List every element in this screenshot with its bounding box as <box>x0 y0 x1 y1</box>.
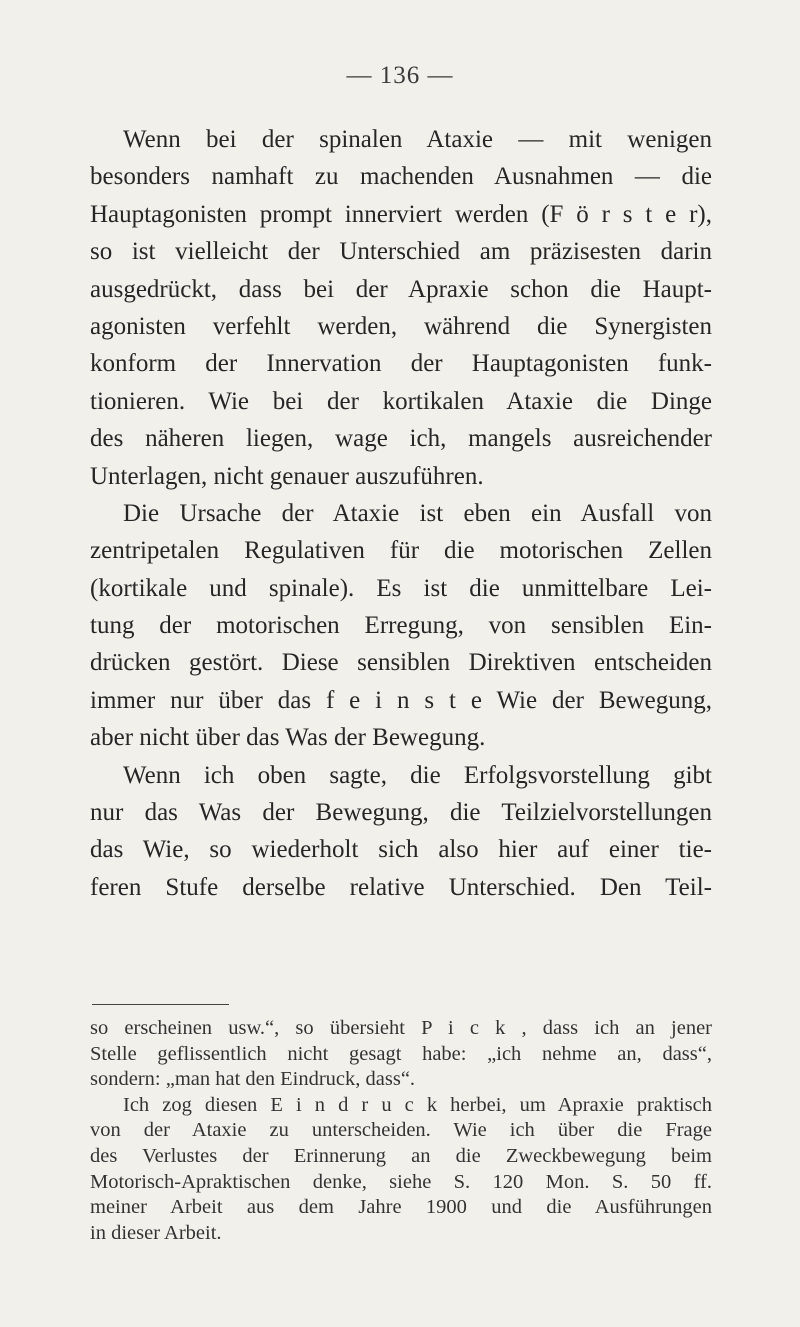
footnote-line: Motorisch-Apraktischen denke, siehe S. 120 Mon. S. 50 ff. <box>90 1170 712 1193</box>
footnote-divider <box>92 1004 229 1005</box>
footnote-line: so erscheinen usw.“, so übersieht P i c k , dass ich an jener <box>90 1017 712 1039</box>
footnote-line: Ich zog diesen E i n d r u c k herbei, um Apraxie praktisch <box>123 1093 712 1116</box>
main-text-line: zentripetalen Regulativen für die motorischen Zellen <box>90 537 712 565</box>
main-text-line: Die Ursache der Ataxie ist eben ein Ausfall von <box>123 499 712 527</box>
main-text-line: tionieren. Wie bei der kortikalen Ataxie die Dinge <box>90 387 712 415</box>
footnote-line: meiner Arbeit aus dem Jahre 1900 und die Ausführungen <box>90 1196 712 1219</box>
main-text-line: feren Stufe derselbe relative Unterschied. Den Teil- <box>90 873 712 901</box>
main-text-line: immer nur über das f e i n s t e Wie der Bewegung, <box>90 686 712 714</box>
footnote-line: in dieser Arbeit. <box>90 1221 222 1244</box>
main-text-line: Unterlagen, nicht genauer auszuführen. <box>90 462 484 490</box>
main-text-block <box>90 121 712 906</box>
main-text-line: ausgedrückt, dass bei der Apraxie schon die Haupt- <box>90 275 712 303</box>
footnote-line: Stelle geflissentlich nicht gesagt habe: „ich nehme an, dass“, <box>90 1042 712 1065</box>
main-text-line: drücken gestört. Diese sensiblen Direktiven entscheiden <box>90 649 712 677</box>
main-text-line: Hauptagonisten prompt innerviert werden (F ö r s t e r), <box>90 200 712 228</box>
main-text-line: besonders namhaft zu machenden Ausnahmen — die <box>90 163 712 191</box>
main-text-line: Wenn ich oben sagte, die Erfolgsvorstellung gibt <box>123 761 712 789</box>
footnote-line: von der Ataxie zu unterscheiden. Wie ich über die Frage <box>90 1119 712 1142</box>
main-text-line: tung der motorischen Erregung, von sensiblen Ein- <box>90 612 712 640</box>
main-text-line: nur das Was der Bewegung, die Teilzielvorstellungen <box>90 799 712 827</box>
footnote-block <box>90 1016 712 1246</box>
main-text-line: agonisten verfehlt werden, während die Synergisten <box>90 312 712 340</box>
main-text-line: (kortikale und spinale). Es ist die unmittelbare Lei- <box>90 574 712 602</box>
main-text-line: konform der Innervation der Hauptagonisten funk- <box>90 350 712 378</box>
main-text-line: so ist vielleicht der Unterschied am präzisesten darin <box>90 238 712 266</box>
footnote-line: des Verlustes der Erinnerung an die Zweckbewegung beim <box>90 1144 712 1167</box>
page-number-header: — 136 — <box>346 62 454 89</box>
main-text-line: aber nicht über das Was der Bewegung. <box>90 724 486 752</box>
main-text-line: des näheren liegen, wage ich, mangels ausreichender <box>90 425 712 453</box>
main-text-line: Wenn bei der spinalen Ataxie — mit wenigen <box>123 126 712 153</box>
footnote-line: sondern: „man hat den Eindruck, dass“. <box>90 1068 416 1091</box>
main-text-line: das Wie, so wiederholt sich also hier auf einer tie- <box>90 836 712 864</box>
